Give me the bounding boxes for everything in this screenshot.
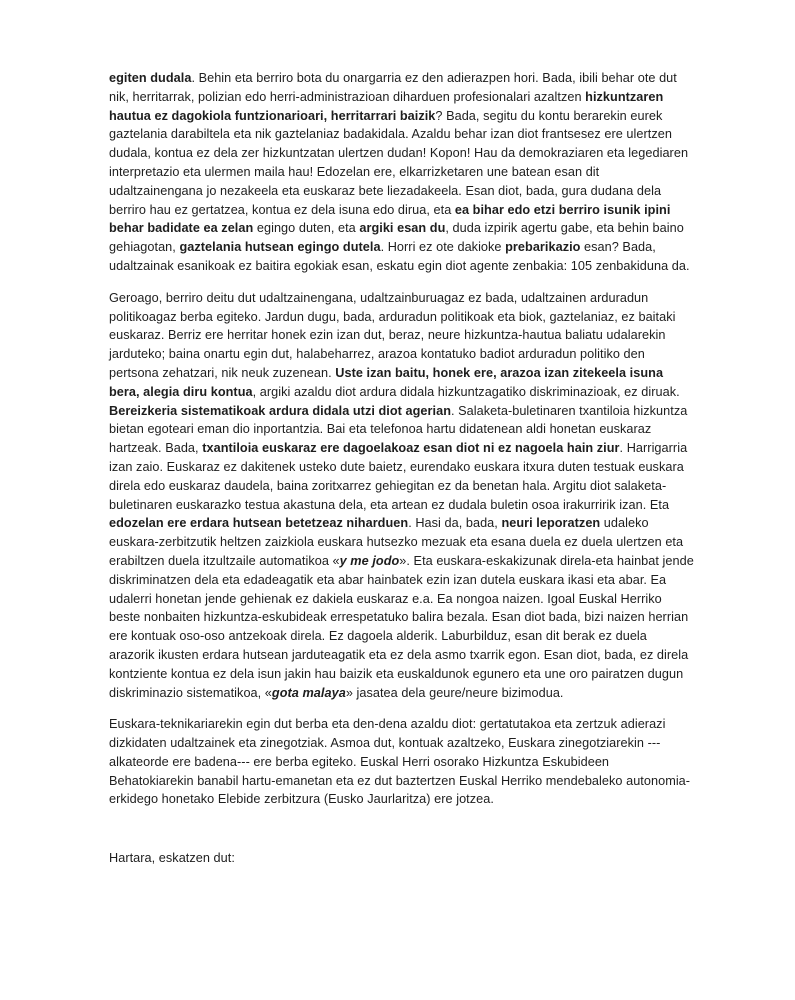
- text-run-bold: Uste izan baitu, honek ere, arazoa izan zitekeela isuna bera, alegia diru kontua: [109, 365, 664, 399]
- text-run: Geroago, berriro deitu dut udaltzainengana, udaltzainburuagaz ez bada, udaltzainen arduradun politikoagaz berba egiteko. Jardun dugu, bada, arduradun politikoak eta biok, gaztelaniaz, ez baitaki euskaraz. Berriz ere herritar honek ezin izan dut, beraz, neure hizkuntza-hautua baliatu udalarekin jarduteko; baina onartu egin dut, halabeharrez, arazoa kontatuko badiot arduradun politiko den pertsona zehatzari, nik neuk zuzenean.: [109, 290, 676, 380]
- text-run: ». Eta euskara-eskakizunak direla-eta hainbat jende diskriminatzen dela eta edadeagatik eta abar hainbatek ezin izan dutela euskara ikasi eta abar. Ea udalerri honetan jende gehienak ez dakiela euskaraz e.a. Ea nongoa naizen. Igoal Euskal Herriko beste nonbaiten hizkuntza-eskubideak errespetatuko balira bezala. Esan diot bada, bizi naizen herrian ere kontuak oso-oso antzekoak direla. Ez dagoela alderik. Laburbilduz, esan dit berak ez duela arazorik ikusten erdara hutsean jarduteagatik eta ez dela asmo txarrik egon. Esan diot, bada, ez direla kontziente kontua ez dela isun jakin hau baizik eta euskaldunok egunero eta une oro pairatzen dugun diskriminazio sistematikoa, «: [109, 553, 694, 700]
- text-run: ? Bada, segitu du kontu berarekin eurek gaztelania darabiltela eta nik gaztelaniaz badakidala. Azaldu behar izan diot frantsesez ere ulertzen dudala, kontua ez dela zer hizkuntzatan ulertzen dudan! Kopon! Hau da demokraziaren eta legediaren interpretazio eta ulermen maila hau! Edozelan ere, elkarrizketaren une batean esan dit udaltzainengana jo nezakeela eta euskaraz bete liezadakeela. Esan diot, bada, gura dudana dela berriro hau ez gertatzea, kontua ez dela isuna edo dirua, eta: [109, 108, 689, 217]
- text-run-bold: Bereizkeria sistematikoak ardura didala utzi diot agerian: [109, 403, 452, 418]
- text-run: . Salaketa-buletinaren txantiloia hizkuntza bietan egoteari eman dio inportantzia. Bai eta telefonoa hartu didatenean aldi honetan euskaraz hartzeak. Bada,: [109, 403, 688, 456]
- text-run-bold: edozelan ere erdara hutsean betetzeaz niharduen: [109, 516, 409, 531]
- text-run: esan? Bada, udaltzainak esanikoak ez baitira egokiak esan, eskatu egin diot agente zenbakia: 105 zenbakiduna da.: [109, 240, 690, 273]
- text-run: » jasatea dela geure/neure bizimodua.: [345, 685, 564, 700]
- text-run-bold: hizkuntzaren hautua ez dagokiola funtzionarioari, herritarrari baizik: [109, 89, 664, 123]
- document-body: [109, 69, 694, 881]
- text-run-bold-italic: gota malaya: [271, 685, 346, 700]
- paragraph-request-lead-in: [109, 849, 694, 868]
- text-run: Euskara-teknikariarekin egin dut berba eta den-dena azaldu diot: gertatutakoa eta zertzuk adierazi dizkidaten udaltzainek eta zinegotziak. Asmoa dut, kontuak azaltzeko, Euskara zinegotziarekin ---alkateorde ere badena--- ere berba egiteko. Euskal Herri osorako Hizkuntza Eskubideen Behatokiarekin banabil hartu-emanetan eta ez dut baztertzen Euskal Herriko mendebaleko autonomia-erkidego honetako Elebide zerbitzura (Eusko Jaurlaritza) ere jotzea.: [109, 717, 691, 807]
- text-run-bold: argiki esan du: [359, 221, 446, 236]
- paragraph-language-technician: [109, 715, 694, 809]
- text-run: udaleko euskara-zerbitzutik heltzen zaizkiola euskara hutsezko mezuak eta esana duela ez duela ulertzen eta erabiltzen duela itzultzaile automatikoa «: [109, 516, 684, 568]
- paragraph-complaint-continuation: [109, 69, 694, 276]
- text-run: . Harrigarria izan zaio. Euskaraz ez dakitenek usteko dute baietz, eurendako euskara itxura duten testuak euskara direla edo euskaraz daudela, baina zoritxarrez gehiegitan ez da benetan hala. Argitu diot salaketa-buletinaren euskarazko testua akastuna dela, eta artean ez dudala buletin osoa irakurririk izan. Eta: [109, 441, 688, 512]
- text-run-bold: egiten dudala: [109, 71, 192, 85]
- text-run-bold: txantiloia euskaraz ere dagoelakoaz esan diot ni ez nagoela hain ziur: [202, 441, 620, 456]
- text-run: . Hasi da, bada,: [408, 516, 502, 531]
- text-run: , argiki azaldu diot ardura didala hizkuntzagatiko diskriminazioak, ez diruak.: [252, 384, 680, 399]
- text-run: , duda izpirik agertu gabe, eta behin baino gehiagotan,: [109, 221, 684, 255]
- text-run-bold: prebarikazio: [505, 240, 581, 255]
- text-run: Hartara, eskatzen dut:: [109, 851, 235, 866]
- text-run: . Horri ez ote dakioke: [380, 240, 506, 255]
- text-run: egingo duten, eta: [253, 221, 360, 236]
- paragraph-followup-call: [109, 289, 694, 703]
- text-run: . Behin eta berriro bota du onargarria ez den adierazpen hori. Bada, ibili behar ote dut nik, herritarrak, polizian edo herri-administrazioan diharduen profesionalari azaltzen: [109, 71, 677, 104]
- text-run-bold-italic: y me jodo: [339, 553, 400, 568]
- text-run-bold: neuri leporatzen: [501, 516, 601, 531]
- text-run-bold: ea bihar edo etzi berriro isunik ipini behar badidate ea zelan: [109, 202, 671, 236]
- text-run-bold: gaztelania hutsean egingo dutela: [179, 240, 381, 255]
